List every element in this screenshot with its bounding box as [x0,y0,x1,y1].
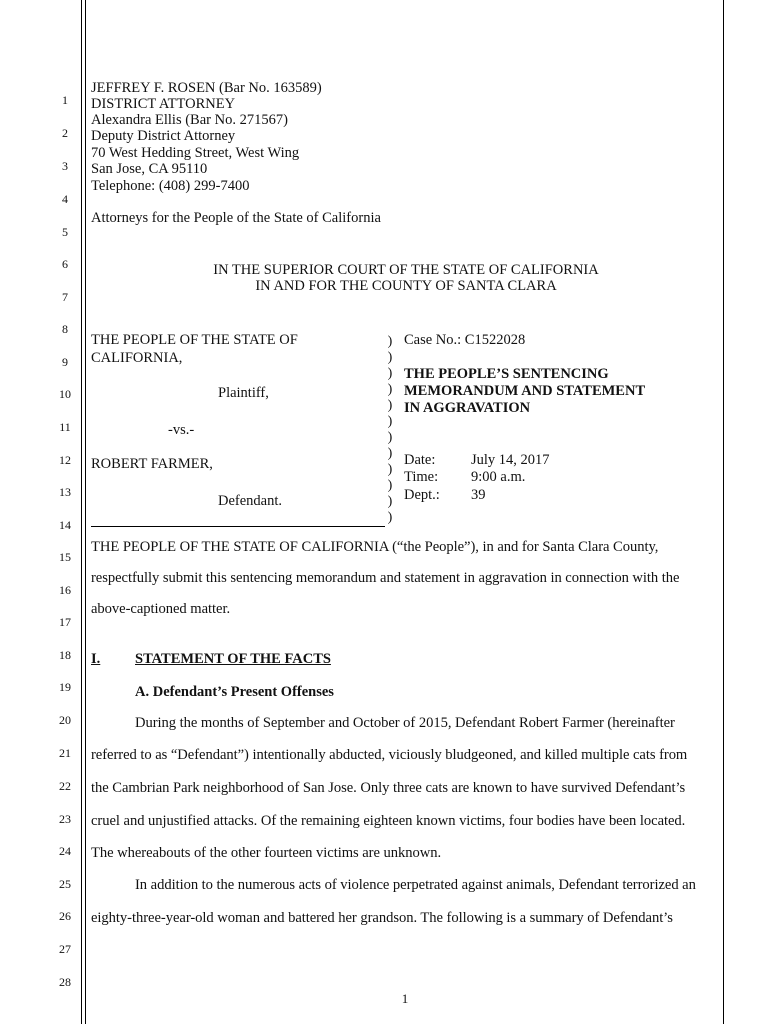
line-number: 9 [62,355,68,369]
line-number: 2 [62,126,68,140]
left-margin-rule-outer [81,0,82,1024]
hearing-dept-label: Dept.: [404,487,440,503]
counsel-da-name: JEFFREY F. ROSEN (Bar No. 163589) [91,80,322,96]
plaintiff-name-line1: THE PEOPLE OF THE STATE OF [91,332,298,348]
case-number: Case No.: C1522028 [404,332,526,348]
counsel-deputy-title: Deputy District Attorney [91,128,236,144]
caption-paren: ) [387,414,393,429]
line-number: 28 [59,975,71,989]
caption-paren: ) [387,462,393,477]
line-number: 18 [59,648,71,662]
line-number: 22 [59,779,71,793]
line-number: 8 [62,322,68,336]
caption-paren: ) [387,350,393,365]
line-number: 25 [59,877,71,891]
line-number: 26 [59,909,71,923]
caption-paren: ) [387,430,393,445]
caption-paren: ) [387,478,393,493]
plaintiff-name-line2: CALIFORNIA, [91,350,183,366]
attorneys-for: Attorneys for the People of the State of California [91,210,381,226]
paragraph-line: During the months of September and October of 2015, Defendant Robert Farmer (hereinafter [135,715,675,731]
paragraph-line: In addition to the numerous acts of violence perpetrated against animals, Defendant terrorized an [135,877,696,893]
line-number: 17 [59,615,71,629]
line-number: 24 [59,844,71,858]
caption-underline [91,526,385,527]
line-number: 1 [62,93,68,107]
document-title-line3: IN AGGRAVATION [404,400,531,416]
paragraph-line: referred to as “Defendant”) intentionally abducted, viciously bludgeoned, and killed multiple cats from [91,747,688,763]
caption-paren: ) [387,334,393,349]
counsel-street: 70 West Hedding Street, West Wing [91,145,300,161]
caption-paren: ) [387,494,393,509]
court-name: IN THE SUPERIOR COURT OF THE STATE OF CALIFORNIA [213,262,599,278]
line-number: 23 [59,812,71,826]
subsection-heading: A. Defendant’s Present Offenses [135,684,334,700]
line-number: 14 [59,518,71,532]
section-number: I. [91,651,101,667]
versus: -vs.- [168,422,195,438]
defendant-role: Defendant. [218,493,283,509]
line-number: 5 [62,225,68,239]
line-number: 20 [59,713,71,727]
caption-paren: ) [387,510,393,525]
line-number: 4 [62,192,68,206]
intro-line: THE PEOPLE OF THE STATE OF CALIFORNIA (“the People”), in and for Santa Clara County, [91,539,659,555]
page-number: 1 [401,991,409,1006]
counsel-city: San Jose, CA 95110 [91,161,208,177]
caption-paren: ) [387,382,393,397]
caption-paren: ) [387,446,393,461]
defendant-name: ROBERT FARMER, [91,456,213,472]
hearing-date-label: Date: [404,452,436,468]
hearing-date-value: July 14, 2017 [471,452,550,468]
line-number: 7 [62,290,68,304]
section-heading: STATEMENT OF THE FACTS [135,651,331,667]
hearing-time-label: Time: [404,469,439,485]
hearing-dept-value: 39 [471,487,486,503]
line-number: 11 [59,420,71,434]
intro-line: respectfully submit this sentencing memorandum and statement in aggravation in connection with the [91,570,680,586]
left-margin-rule-inner [85,0,86,1024]
counsel-deputy-name: Alexandra Ellis (Bar No. 271567) [91,112,288,128]
document-title-line1: THE PEOPLE’S SENTENCING [404,366,609,382]
paragraph-line: cruel and unjustified attacks. Of the remaining eighteen known victims, four bodies have been located. [91,813,686,829]
line-number: 15 [59,550,71,564]
paragraph-line: the Cambrian Park neighborhood of San Jose. Only three cats are known to have survived Defendant’s [91,780,686,796]
caption-paren: ) [387,366,393,381]
caption-paren: ) [387,398,393,413]
line-number: 21 [59,746,71,760]
court-county: IN AND FOR THE COUNTY OF SANTA CLARA [255,278,557,294]
line-number: 13 [59,485,71,499]
plaintiff-role: Plaintiff, [218,385,269,401]
right-margin-rule [723,0,724,1024]
line-number: 27 [59,942,71,956]
line-number: 12 [59,453,71,467]
intro-line: above-captioned matter. [91,601,231,617]
paragraph-line: The whereabouts of the other fourteen victims are unknown. [91,845,442,861]
line-number: 16 [59,583,71,597]
line-number: 10 [59,387,71,401]
hearing-time-value: 9:00 a.m. [471,469,526,485]
line-number: 19 [59,680,71,694]
paragraph-line: eighty-three-year-old woman and battered her grandson. The following is a summary of Defendant’s [91,910,673,926]
document-title-line2: MEMORANDUM AND STATEMENT [404,383,646,399]
counsel-da-title: DISTRICT ATTORNEY [91,96,236,112]
line-number: 3 [62,159,68,173]
counsel-telephone: Telephone: (408) 299-7400 [91,178,250,194]
line-number: 6 [62,257,68,271]
